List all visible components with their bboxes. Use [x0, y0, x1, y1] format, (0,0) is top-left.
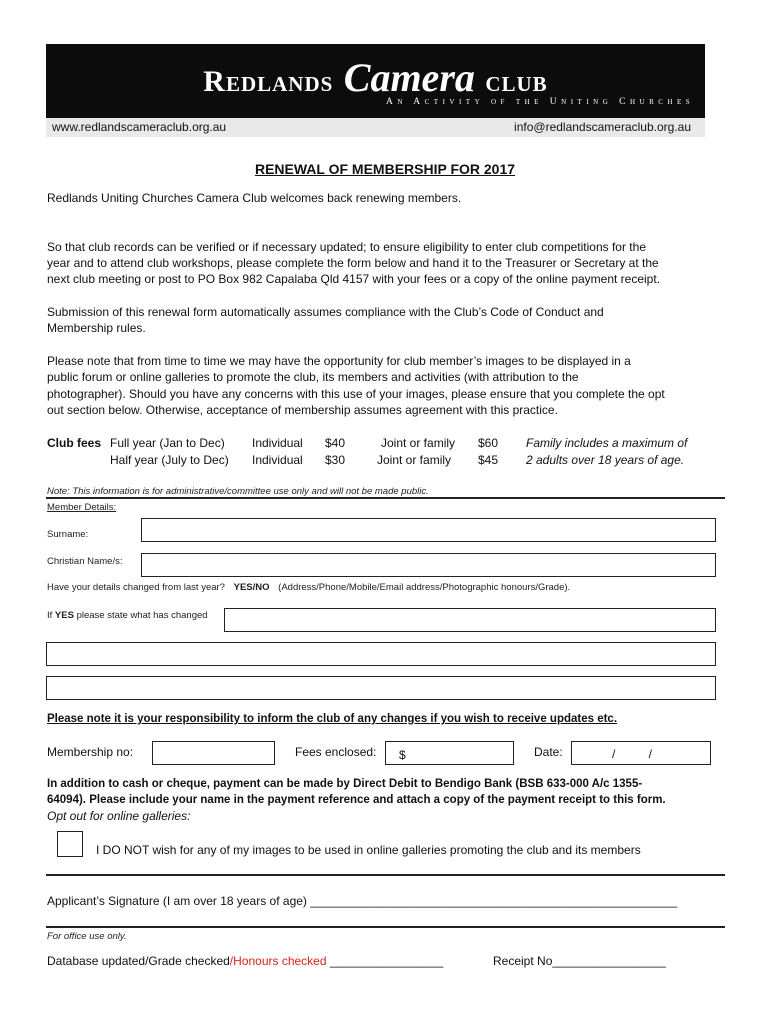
if-yes-label: [47, 610, 208, 621]
christian-names-field[interactable]: [141, 553, 716, 577]
receipt-no[interactable]: Receipt No_________________: [493, 954, 666, 968]
if-yes-rest: please state what has changed: [76, 610, 208, 621]
brand-mid: Camera: [343, 55, 475, 100]
divider-3: [46, 926, 725, 928]
para1-line2: year and to attend club workshops, please complete the form below and hand it to the Treasurer or Secretary at the: [47, 256, 659, 270]
office-use-label: For office use only.: [47, 931, 127, 942]
para2-line1: Submission of this renewal form automatically assumes compliance with the Club’s Code of Conduct and: [47, 305, 604, 319]
surname-label: Surname:: [47, 529, 89, 540]
welcome-text: Redlands Uniting Churches Camera Club welcomes back renewing members.: [47, 191, 462, 205]
office-use-row: [47, 953, 443, 970]
fee-joint-half: $45: [478, 453, 499, 467]
honours-line[interactable]: _________________: [326, 954, 444, 968]
family-note-line2: 2 adults over 18 years of age.: [526, 453, 685, 467]
contact-strip: [46, 118, 705, 137]
fees-label: Club fees: [47, 436, 102, 450]
fees-enclosed-field[interactable]: [385, 741, 514, 765]
details-changed-hint: (Address/Phone/Mobile/Email address/Photographic honours/Grade).: [278, 582, 571, 593]
divider-2: [46, 874, 725, 876]
christian-names-label: Christian Name/s:: [47, 556, 123, 567]
para2-line2: Membership rules.: [47, 321, 146, 335]
responsibility-notice: Please note it is your responsibility to inform the club of any changes if you wish to receive updates etc.: [47, 713, 618, 725]
email-link[interactable]: info@redlandscameraclub.org.au: [514, 120, 691, 134]
fee-half-year: Half year (July to Dec): [110, 453, 229, 467]
header-banner: [46, 44, 705, 137]
fees-enclosed-label: Fees enclosed:: [295, 745, 377, 759]
changes-field-3[interactable]: [46, 676, 716, 700]
membership-no-label: Membership no:: [47, 745, 134, 759]
honours-checked-label: /Honours checked: [229, 954, 327, 968]
dollar-sign: $: [399, 748, 406, 762]
if-word: If: [47, 610, 53, 621]
divider: [46, 497, 725, 499]
fee-individual-full: $40: [325, 436, 346, 450]
database-updated-label: Database updated/Grade checked: [47, 954, 230, 968]
payment-info-line1: In addition to cash or cheque, payment can be made by Direct Debit to Bendigo Bank (BSB 633-000 A/c 1355-: [47, 778, 643, 790]
date-label: Date:: [534, 745, 563, 759]
date-separators: / /: [612, 747, 653, 761]
membership-no-field[interactable]: [152, 741, 275, 765]
opt-out-text: I DO NOT wish for any of my images to be used in online galleries promoting the club and its members: [96, 843, 641, 857]
opt-out-checkbox[interactable]: [57, 831, 83, 857]
fee-individual-label: Individual: [252, 436, 303, 450]
tagline: An Activity of the Uniting Churches: [386, 97, 695, 107]
website-link[interactable]: www.redlandscameraclub.org.au: [52, 120, 227, 134]
fee-joint-label: Joint or family: [381, 436, 456, 450]
date-field[interactable]: [571, 741, 711, 765]
para3-line4: out section below. Otherwise, acceptance of membership assumes agreement with this practice.: [47, 403, 558, 417]
club-logo: [46, 54, 705, 101]
fee-full-year: Full year (Jan to Dec): [110, 436, 225, 450]
para3-line1: Please note that from time to time we may have the opportunity for club member’s images to be displayed in a: [47, 354, 631, 368]
opt-out-heading: Opt out for online galleries:: [47, 809, 191, 823]
changes-field-1[interactable]: [224, 608, 716, 632]
surname-field[interactable]: [141, 518, 716, 542]
brand-right: club: [485, 65, 548, 98]
fee-individual-half: $30: [325, 453, 346, 467]
changes-field-2[interactable]: [46, 642, 716, 666]
page-title: RENEWAL OF MEMBERSHIP FOR 2017: [254, 161, 516, 177]
para3-line2: public forum or online galleries to promote the club, its members and activities (with attribution to the: [47, 370, 579, 384]
fee-individual-label-2: Individual: [252, 453, 303, 467]
family-note-line1: Family includes a maximum of: [526, 436, 688, 450]
details-changed-question: [47, 582, 570, 593]
brand-left: Redlands: [203, 65, 334, 98]
yes-word: YES: [54, 610, 74, 621]
para1-line3: next club meeting or post to PO Box 982 Capalaba Qld 4157 with your fees or a copy of the online payment receipt.: [47, 272, 661, 286]
payment-info-line2: 64094). Please include your name in the payment reference and attach a copy of the payment receipt to this form.: [47, 794, 666, 806]
para1-line1: So that club records can be verified or if necessary updated; to ensure eligibility to enter club competitions for the: [47, 240, 646, 254]
details-changed-text: Have your details changed from last year?: [47, 582, 225, 593]
privacy-note: Note: This information is for administrative/committee use only and will not be made public.: [47, 486, 429, 497]
yes-no-choice[interactable]: YES/NO: [233, 582, 270, 593]
para3-line3: photographer). Should you have any concerns with this use of your images, please ensure that you complete the opt: [47, 387, 665, 401]
signature-line[interactable]: Applicant’s Signature (I am over 18 years of age) _______________________________________________________: [47, 894, 678, 908]
fee-joint-label-2: Joint or family: [377, 453, 452, 467]
member-details-heading: Member Details:: [47, 502, 117, 513]
fee-joint-full: $60: [478, 436, 499, 450]
